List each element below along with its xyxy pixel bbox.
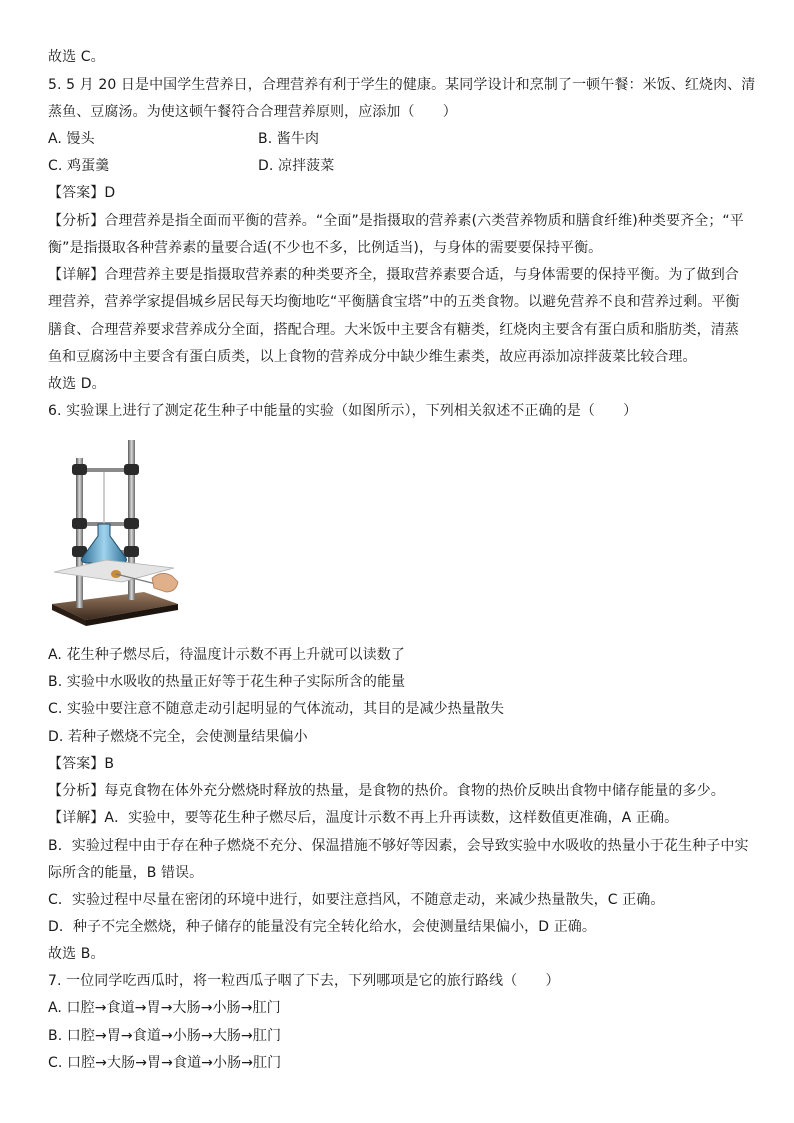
detail-6-b-cont: 际所含的能量，B 错误。: [48, 865, 204, 881]
clamp: [72, 518, 87, 529]
answer-5: 【答案】D: [48, 185, 116, 201]
question-6-option-a: A. 花生种子燃尽后，待温度计示数不再上升就可以读数了: [48, 647, 405, 663]
clamp: [72, 464, 87, 475]
lab-apparatus-figure: [46, 432, 182, 632]
question-5-stem: 5. 5 月 20 日是中国学生营养日，合理营养有利于学生的健康。某同学设计和烹制了一顿午餐：米饭、红烧肉、清: [48, 77, 756, 93]
detail-5-cont: 鱼和豆腐汤中主要含有蛋白质类，以上食物的营养成分中缺少维生素类，故应再添加凉拌菠菜比较合理。: [48, 349, 697, 365]
question-7-stem: 7. 一位同学吃西瓜时，将一粒西瓜子咽了下去，下列哪项是它的旅行路线（ ）: [48, 973, 560, 989]
question-7-option-a: A. 口腔→食道→胃→大肠→小肠→肛门: [48, 1000, 281, 1016]
clamp: [124, 546, 139, 557]
clamp: [124, 518, 139, 529]
option-b: B. 酱牛肉: [258, 131, 320, 147]
question-5-stem-cont: 蒸鱼、豆腐汤。为使这顿午餐符合合理营养原则，应添加（ ）: [48, 104, 457, 120]
text-line: 故选 B。: [48, 946, 105, 962]
option-c: C. 鸡蛋羹: [48, 158, 110, 174]
detail-6-b: B．实验过程中由于存在种子燃烧不充分、保温措施不够好等因素，会导致实验中水吸收的热量小于花生种子中实: [48, 838, 749, 854]
analysis-6: 【分析】每克食物在体外充分燃烧时释放的热量，是食物的热价。食物的热价反映出食物中储存能量的多少。: [48, 783, 725, 799]
question-6-stem: 6. 实验课上进行了测定花生种子中能量的实验（如图所示），下列相关叙述不正确的是（ ）: [48, 403, 638, 419]
flask: [82, 524, 127, 563]
detail-5-cont: 膳食、合理营养要求营养成分全面，搭配合理。大米饭中主要含有糖类，红烧肉主要含有蛋白质和脂肪类，清蒸: [48, 322, 739, 338]
option-a: A. 馒头: [48, 131, 95, 147]
hand: [152, 573, 178, 592]
analysis-5: 【分析】合理营养是指全面而平衡的营养。“全面”是指摄取的营养素(六类营养物质和膳食纤维)种类要齐全；“平: [48, 213, 744, 229]
detail-6-d: D．种子不完全燃烧，种子储存的能量没有完全转化给水，会使测量结果偏小，D 正确。: [48, 919, 597, 935]
question-6-option-c: C. 实验中要注意不随意走动引起明显的气体流动，其目的是减少热量散失: [48, 701, 505, 717]
stand-rod: [76, 458, 83, 608]
detail-6-c: C．实验过程中尽量在密闭的环境中进行，如要注意挡风，不随意走动，来减少热量散失，C 正确。: [48, 892, 665, 908]
detail-5-cont: 理营养，营养学家提倡城乡居民每天均衡地吃“平衡膳食宝塔”中的五类食物。以避免营养不良和营养过剩。平衡: [48, 294, 740, 310]
analysis-5-cont: 衡”是指摄取各种营养素的量要合适(不少也不多，比例适当)，与身体的需要要保持平衡。: [48, 240, 603, 256]
question-6-option-b: B. 实验中水吸收的热量正好等于花生种子实际所含的能量: [48, 674, 406, 690]
question-7-option-c: C. 口腔→大肠→胃→食道→小肠→肛门: [48, 1055, 282, 1071]
question-7-option-b: B. 口腔→胃→食道→小肠→大肠→肛门: [48, 1028, 282, 1044]
text-line: 故选 C。: [48, 49, 105, 65]
question-6-option-d: D. 若种子燃烧不完全，会使测量结果偏小: [48, 729, 308, 745]
detail-5: 【详解】合理营养主要是指摄取营养素的种类要齐全，摄取营养素要合适，与身体需要的保持平衡。为了做到合: [48, 267, 739, 283]
text-line: 故选 D。: [48, 376, 106, 392]
option-d: D. 凉拌菠菜: [258, 158, 335, 174]
question-5-options-ab: [48, 129, 748, 149]
detail-6: 【详解】A．实验中，要等花生种子燃尽后，温度计示数不再上升再读数，这样数值更准确，A 正确。: [48, 810, 679, 826]
clamp: [124, 464, 139, 475]
answer-6: 【答案】B: [48, 756, 115, 772]
question-5-options-cd: [48, 156, 748, 176]
